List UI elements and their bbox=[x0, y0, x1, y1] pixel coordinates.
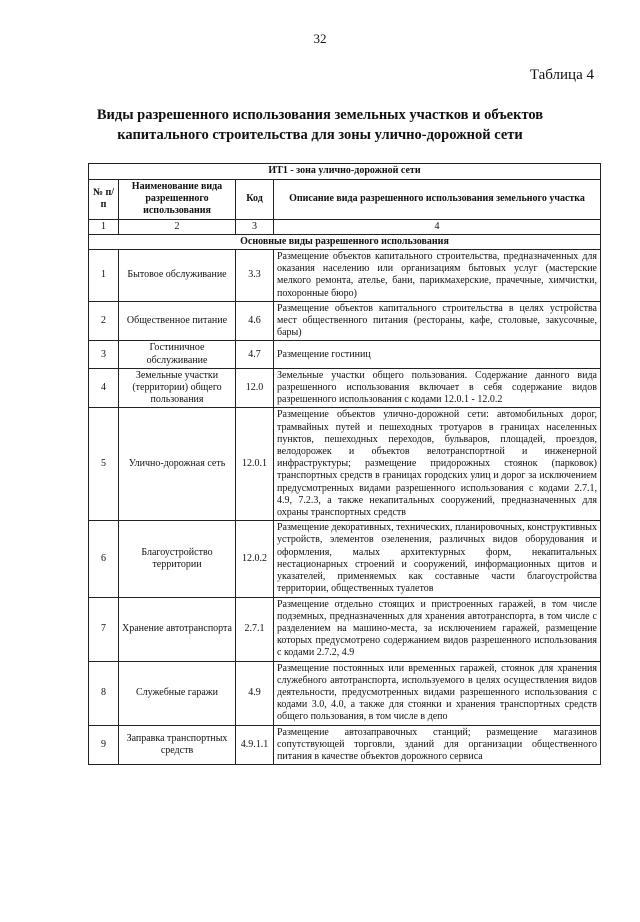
table-row bbox=[89, 725, 601, 765]
table-label: Таблица 4 bbox=[529, 67, 594, 83]
table-row bbox=[89, 597, 601, 661]
column-index: 2 bbox=[119, 219, 236, 234]
use-code: 3.3 bbox=[236, 250, 274, 302]
zone-title-row bbox=[89, 164, 601, 180]
use-description: Размещение объектов капитального строительства в целях устройства мест общественного питания (рестораны, кафе, столовые, закусочные, бары) bbox=[274, 301, 601, 341]
use-name: Хранение автотранспорта bbox=[119, 597, 236, 661]
column-index: 1 bbox=[89, 219, 119, 234]
document-title bbox=[60, 105, 580, 145]
header-description: Описание вида разрешенного использования земельного участка bbox=[274, 180, 601, 220]
use-code: 12.0.2 bbox=[236, 521, 274, 597]
use-code: 2.7.1 bbox=[236, 597, 274, 661]
row-number: 6 bbox=[89, 521, 119, 597]
use-name: Гостиничное обслуживание bbox=[119, 341, 236, 368]
use-name: Земельные участки (территории) общего пользования bbox=[119, 368, 236, 408]
section-row bbox=[89, 234, 601, 249]
use-description: Размещение автозаправочных станций; размещение магазинов сопутствующей торговли, зданий для организации общественного питания в качестве объектов дорожного сервиса bbox=[274, 725, 601, 765]
use-description: Размещение объектов улично-дорожной сети: автомобильных дорог, трамвайных путей и пешеходных тротуаров в границах населенных пунктов, пешеходных переходов, бульваров, площадей, проездов, велодорожек и объектов велотранспортной и инженерной инфраструктуры; размещение придорожных стоянок (парковок) транспортных средств в границах городских улиц и дорог за исключением предусмотренных видами разрешенного использования с кодами 2.7.1, 4.9, 7.2.3, а также некапитальных сооружений, предназначенных для охраны транспортных средств bbox=[274, 408, 601, 521]
use-name: Заправка транспортных средств bbox=[119, 725, 236, 765]
row-number: 9 bbox=[89, 725, 119, 765]
row-number: 2 bbox=[89, 301, 119, 341]
use-name: Общественное питание bbox=[119, 301, 236, 341]
row-number: 3 bbox=[89, 341, 119, 368]
use-description: Размещение отдельно стоящих и пристроенных гаражей, в том числе подземных, предназначенных для хранения автотранспорта, в том числе с разделением на машино-места, за исключением гаражей, размещение которых предусмотрено содержанием видов разрешенного использования с кодами 2.7.2, 4.9 bbox=[274, 597, 601, 661]
use-description: Размещение объектов капитального строительства, предназначенных для оказания населению или организациям бытовых услуг (мастерские мелкого ремонта, ателье, бани, парикмахерские, прачечные, химчистки, похоронные бюро) bbox=[274, 250, 601, 302]
row-number: 1 bbox=[89, 250, 119, 302]
row-number: 4 bbox=[89, 368, 119, 408]
title-line-1: Виды разрешенного использования земельных участков и объектов bbox=[96, 107, 544, 123]
table-row bbox=[89, 408, 601, 521]
title-line-2: капитального строительства для зоны улично-дорожной сети bbox=[117, 127, 523, 143]
row-number: 7 bbox=[89, 597, 119, 661]
header-code: Код bbox=[236, 180, 274, 220]
use-code: 4.6 bbox=[236, 301, 274, 341]
use-name: Бытовое обслуживание bbox=[119, 250, 236, 302]
use-description: Размещение декоративных, технических, планировочных, конструктивных устройств, элементов озеленения, различных видов оборудования и оформления, малых архитектурных форм, некапитальных нестационарных строений и сооружений, информационных щитов и указателей, применяемых как составные части благоустройства территории, общественных туалетов bbox=[274, 521, 601, 597]
use-description: Земельные участки общего пользования. Содержание данного вида разрешенного использования включает в себя содержание видов разрешенного использования с кодами 12.0.1 - 12.0.2 bbox=[274, 368, 601, 408]
permitted-use-table bbox=[88, 163, 601, 765]
use-code: 12.0 bbox=[236, 368, 274, 408]
header-row bbox=[89, 180, 601, 220]
row-number: 8 bbox=[89, 661, 119, 725]
table-row bbox=[89, 250, 601, 302]
use-code: 4.7 bbox=[236, 341, 274, 368]
column-index: 3 bbox=[236, 219, 274, 234]
use-name: Благоустройство территории bbox=[119, 521, 236, 597]
section-title: Основные виды разрешенного использования bbox=[89, 234, 601, 249]
page-number: 32 bbox=[313, 31, 327, 46]
column-index-row bbox=[89, 219, 601, 234]
use-code: 4.9.1.1 bbox=[236, 725, 274, 765]
table-row bbox=[89, 301, 601, 341]
row-number: 5 bbox=[89, 408, 119, 521]
use-description: Размещение гостиниц bbox=[274, 341, 601, 368]
header-name: Наименование вида разрешенного использования bbox=[119, 180, 236, 220]
table-row bbox=[89, 661, 601, 725]
zone-title: ИТ1 - зона улично-дорожной сети bbox=[89, 164, 601, 180]
use-code: 4.9 bbox=[236, 661, 274, 725]
use-description: Размещение постоянных или временных гаражей, стоянок для хранения служебного автотранспорта, используемого в целях осуществления видов деятельности, предусмотренных видами разрешенного использования с кодами 3.0, 4.0, а также для стоянки и хранения транспортных средств общего пользования, в том числе в депо bbox=[274, 661, 601, 725]
use-code: 12.0.1 bbox=[236, 408, 274, 521]
table-row bbox=[89, 521, 601, 597]
use-name: Служебные гаражи bbox=[119, 661, 236, 725]
column-index: 4 bbox=[274, 219, 601, 234]
table-row bbox=[89, 368, 601, 408]
table-row bbox=[89, 341, 601, 368]
header-num: № п/п bbox=[89, 180, 119, 220]
use-name: Улично-дорожная сеть bbox=[119, 408, 236, 521]
